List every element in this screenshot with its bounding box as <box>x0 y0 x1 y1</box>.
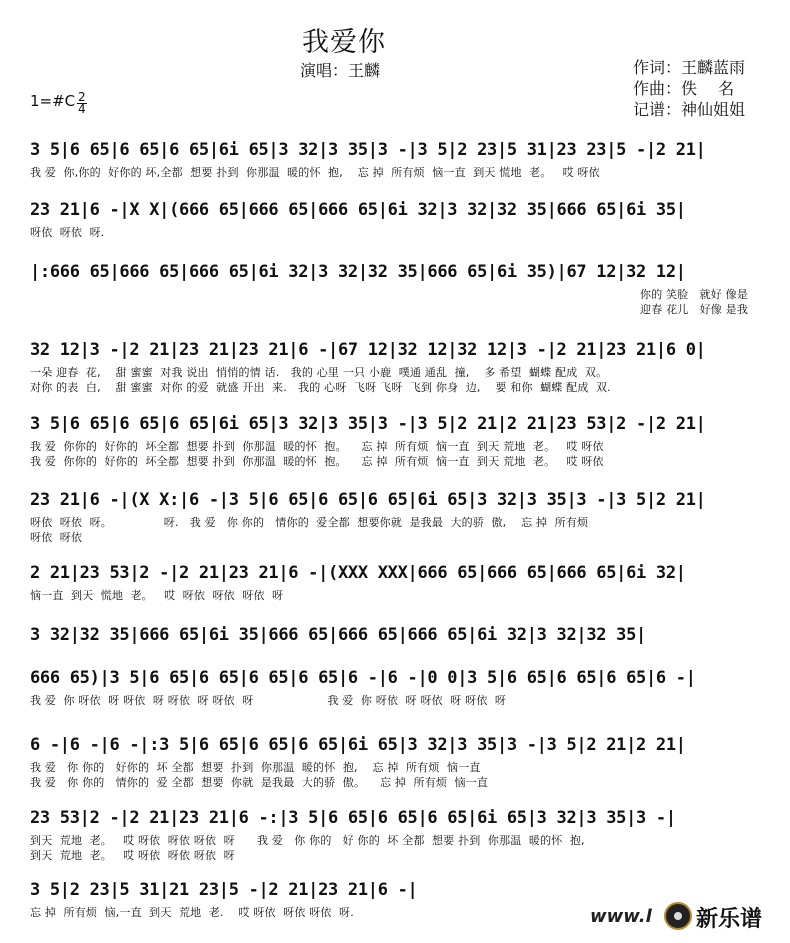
lyric-line: 我 爱 你 你的 好你的 坏 全都 想要 扑到 你那温 暖的怀 抱, 忘 掉 所有烦 恼一直 <box>30 761 481 774</box>
record-logo-icon <box>664 902 692 930</box>
lyric-line: 恼一直 到天 慌地 老。 哎 呀依 呀依 呀依 呀 <box>30 589 284 602</box>
lyric-line: 你的 笑脸 就好 像是 <box>640 288 749 301</box>
watermark-brand: 新乐谱 <box>696 907 763 932</box>
key-signature: 1=#C <box>30 92 76 110</box>
lyric-line: 我 爱 你 呀依 呀 呀依 呀 呀依 呀 呀依 呀 我 爱 你 呀依 呀 呀依 呀 呀依 呀 <box>30 694 507 707</box>
lyric-line: 呀依 呀依 <box>30 531 83 544</box>
notation-line: 3 5|2 23|5 31|21 23|5 -|2 21|23 21|6 -| <box>30 880 418 900</box>
notation-line: 23 53|2 -|2 21|23 21|6 -:|3 5|6 65|6 65|6 65|6i 65|3 32|3 35|3 -| <box>30 808 676 828</box>
transcriber-credit: 记谱：神仙姐姐 <box>633 100 746 119</box>
lyric-line: 我 爱 你,你的 好你的 坏,全都 想要 扑到 你那温 暖的怀 抱, 忘 掉 所有烦 恼一直 到天 慌地 老。 哎 呀依 <box>30 166 600 179</box>
notation-line: 6 -|6 -|6 -|:3 5|6 65|6 65|6 65|6i 65|3 32|3 35|3 -|3 5|2 21|2 21| <box>30 735 686 755</box>
notation-line: 32 12|3 -|2 21|23 21|23 21|6 -|67 12|32 12|32 12|3 -|2 21|23 21|6 0| <box>30 340 706 360</box>
notation-line: 23 21|6 -|X X|(666 65|666 65|666 65|6i 32|3 32|32 35|666 65|6i 35| <box>30 200 686 220</box>
lyricist-credit: 作词：王麟蓝雨 <box>633 58 746 77</box>
lyric-line: 我 爱 你 你的 情你的 爱 全都 想要 你就 是我最 大的骄 傲。 忘 掉 所有烦 恼一直 <box>30 776 489 789</box>
lyric-line: 对你 的表 白, 甜 蜜蜜 对你 的爱 就盛 开出 来. 我的 心呀 飞呀 飞呀 飞到 你身 边, 要 和你 蝴蝶 配成 双. <box>30 381 611 394</box>
notation-line: 2 21|23 53|2 -|2 21|23 21|6 -|(XXX XXX|666 65|666 65|666 65|6i 32| <box>30 563 686 583</box>
notation-line: 3 5|6 65|6 65|6 65|6i 65|3 32|3 35|3 -|3 5|2 21|2 21|23 53|2 -|2 21| <box>30 414 706 434</box>
lyric-line: 到天 荒地 老。 哎 呀依 呀依 呀依 呀 <box>30 849 235 862</box>
notation-line: 666 65)|3 5|6 65|6 65|6 65|6 65|6 -|6 -|0 0|3 5|6 65|6 65|6 65|6 -| <box>30 668 696 688</box>
time-signature-bottom: 4 <box>78 102 86 116</box>
time-signature-top: 2 <box>78 90 86 104</box>
song-title: 我爱你 <box>302 27 386 58</box>
notation-line: 3 5|6 65|6 65|6 65|6i 65|3 32|3 35|3 -|3 5|2 23|5 31|23 23|5 -|2 21| <box>30 140 706 160</box>
singer-credit: 演唱：王麟 <box>300 61 381 80</box>
time-signature <box>77 92 87 115</box>
lyric-line: 我 爱 你你的 好你的 坏全都 想要 扑到 你那温 暖的怀 抱。 忘 掉 所有烦 恼一直 到天 荒地 老。 哎 呀依 <box>30 455 604 468</box>
credits-block <box>633 57 745 120</box>
lyric-line: 迎春 花儿 好像 是我 <box>640 303 749 316</box>
lyric-line: 一朵 迎春 花, 甜 蜜蜜 对我 说出 悄悄的情 话. 我的 心里 一只 小鹿 噗通 通乱 撞, 多 希望 蝴蝶 配成 双。 <box>30 366 608 379</box>
lyric-line: 到天 荒地 老。 哎 呀依 呀依 呀依 呀 我 爱 你 你的 好 你的 坏 全都 想要 扑到 你那温 暖的怀 抱, <box>30 834 585 847</box>
lyric-line: 呀依 呀依 呀. <box>30 226 105 239</box>
watermark-url: www.l <box>590 906 652 927</box>
notation-line: 23 21|6 -|(X X:|6 -|3 5|6 65|6 65|6 65|6i 65|3 32|3 35|3 -|3 5|2 21| <box>30 490 706 510</box>
lyric-line: 我 爱 你你的 好你的 坏全都 想要 扑到 你那温 暖的怀 抱。 忘 掉 所有烦 恼一直 到天 荒地 老。 哎 呀依 <box>30 440 604 453</box>
composer-credit: 作曲：佚 名 <box>633 79 735 98</box>
notation-line: 3 32|32 35|666 65|6i 35|666 65|666 65|666 65|6i 32|3 32|32 35| <box>30 625 646 645</box>
lyric-line: 忘 掉 所有烦 恼,一直 到天 荒地 老. 哎 呀依 呀依 呀依 呀. <box>30 906 354 919</box>
lyric-line: 呀依 呀依 呀。 呀. 我 爱 你 你的 情你的 爱全都 想要你就 是我最 大的骄 傲, 忘 掉 所有烦 <box>30 516 589 529</box>
notation-line: |:666 65|666 65|666 65|6i 32|3 32|32 35|666 65|6i 35)|67 12|32 12| <box>30 262 686 282</box>
